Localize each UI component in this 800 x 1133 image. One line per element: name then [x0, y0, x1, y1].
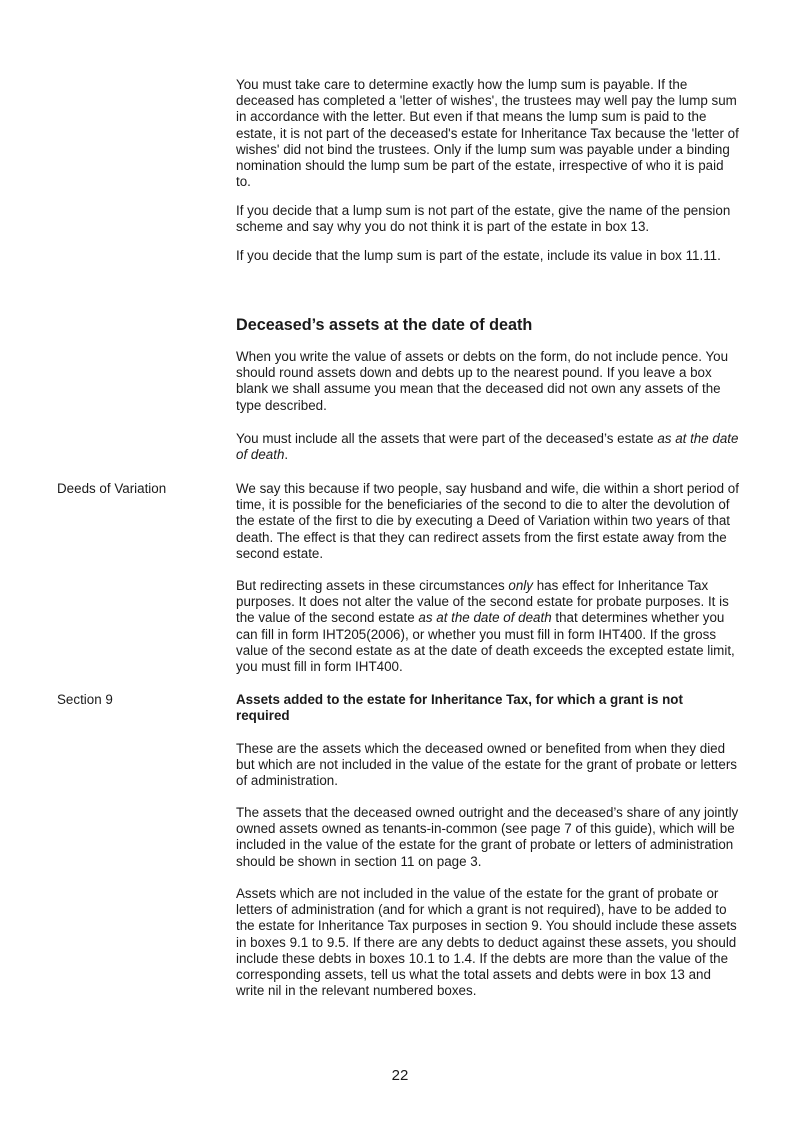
assets-added-paragraph: Assets which are not included in the value of the estate for the grant of probate or letters of administration (and for which a grant is not required), have to be added to the estate for Inheritance Tax purposes in section 9. You should include these assets in boxes 9.1 to 9.5. If there are any debts to deduct against these assets, you should include these debts in boxes 10.1 to 1.4. If the debts are more than the value of the corresponding assets, tell us what the total assets and debts were in box 13 and write nil in the relevant numbered boxes. — [236, 886, 737, 999]
redirecting-assets-paragraph: But redirecting assets in these circumstances only has effect for Inheritance Tax purposes. It does not alter the value of the second estate for probate purposes. It is the value of the second estate as at the date of death that determines whether you can fill in form IHT205(2006), or whether you must fill in form IHT400. If the gross value of the second estate as at the date of death exceeds the excepted estate limit, you must fill in form IHT400. — [236, 578, 735, 675]
assets-section-heading: Deceased’s assets at the date of death — [236, 316, 533, 334]
section-9-subheading: Assets added to the estate for Inheritance Tax, for which a grant is not required — [236, 692, 683, 724]
lump-sum-paragraph: You must take care to determine exactly how the lump sum is payable. If the deceased has completed a 'letter of wishes', the trustees may well pay the lump sum in accordance with the letter. But even if that means the lump sum is paid to the estate, it is not part of the deceased's estate for Inheritance Tax because the 'letter of wishes' did not bind the trustees. Only if the lump sum was payable under a binding nomination should the lump sum be part of the estate, irrespective of who it is paid to. — [236, 77, 739, 190]
deeds-of-variation-label: Deeds of Variation — [57, 481, 167, 496]
section-9-label: Section 9 — [57, 692, 113, 707]
date-of-death-paragraph: You must include all the assets that were part of the deceased’s estate as at the date of death. — [236, 431, 739, 463]
assets-not-included-paragraph: These are the assets which the deceased owned or benefited from when they died but which are not included in the value of the estate for the grant of probate or letters of administration. — [236, 741, 737, 789]
lump-sum-not-in-estate-paragraph: If you decide that a lump sum is not part of the estate, give the name of the pension scheme and say why you do not think it is part of the estate in box 13. — [236, 203, 731, 235]
assets-owned-outright-paragraph: The assets that the deceased owned outright and the deceased’s share of any jointly owned assets owned as tenants-in-common (see page 7 of this guide), which will be included in the value of the estate for the grant of probate or letters of administration should be shown in section 11 on page 3. — [236, 805, 739, 869]
rounding-paragraph: When you write the value of assets or debts on the form, do not include pence. You should round assets down and debts up to the nearest pound. If you leave a box blank we shall assume you mean that the deceased did not own any assets of the type described. — [236, 349, 729, 413]
page-number: 22 — [391, 1067, 409, 1084]
lump-sum-in-estate-paragraph: If you decide that the lump sum is part of the estate, include its value in box 11.11. — [236, 248, 721, 263]
deeds-of-variation-paragraph: We say this because if two people, say husband and wife, die within a short period of time, it is possible for the beneficiaries of the second to die to alter the devolution of the estate of the first to die by executing a Deed of Variation within two years of that death. The effect is that they can redirect assets from the first estate away from the second estate. — [236, 481, 739, 561]
